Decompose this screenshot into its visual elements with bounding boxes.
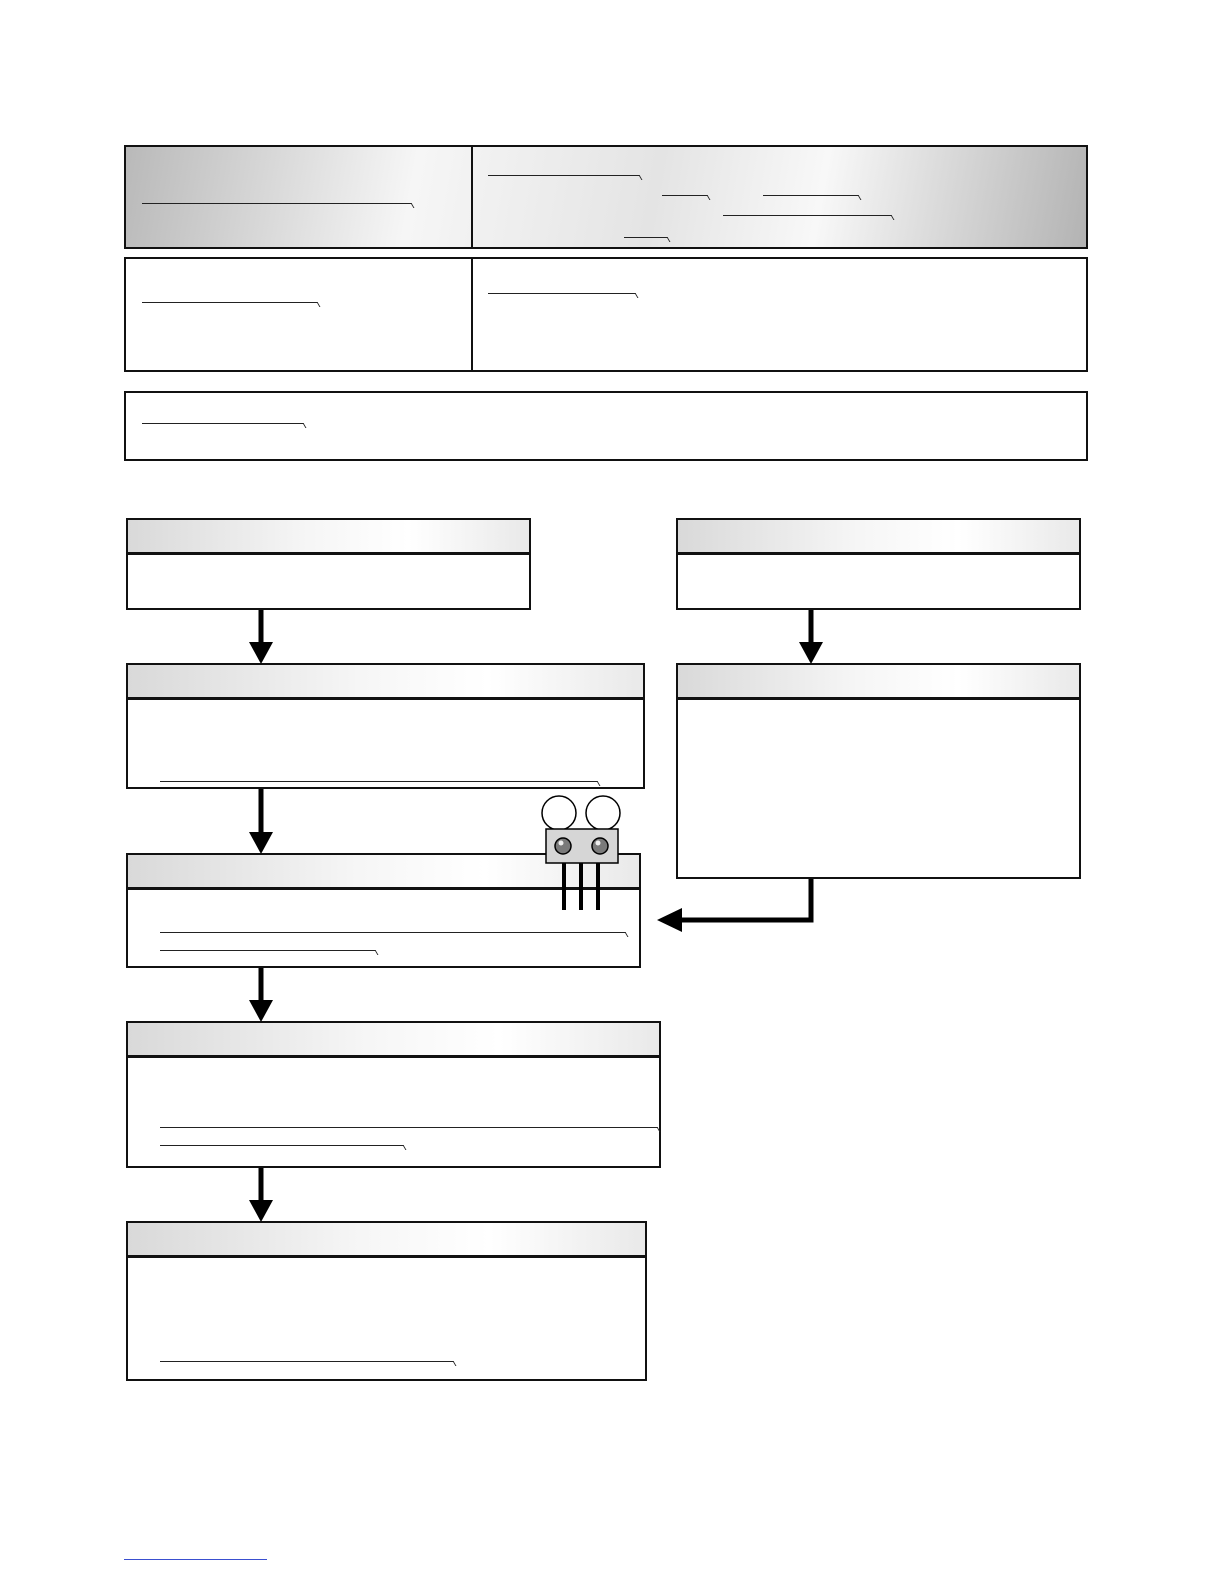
arrow-right-1-to-2 xyxy=(799,610,823,664)
pressure-gauge-manifold-icon xyxy=(542,796,620,910)
arrow-left-2-to-3 xyxy=(249,789,273,854)
arrow-left-1-to-2 xyxy=(249,610,273,664)
arrow-right-2-to-left-3 xyxy=(657,879,811,932)
arrow-left-4-to-5 xyxy=(249,1168,273,1222)
arrow-left-3-to-4 xyxy=(249,968,273,1022)
footer-link[interactable] xyxy=(124,1548,267,1560)
